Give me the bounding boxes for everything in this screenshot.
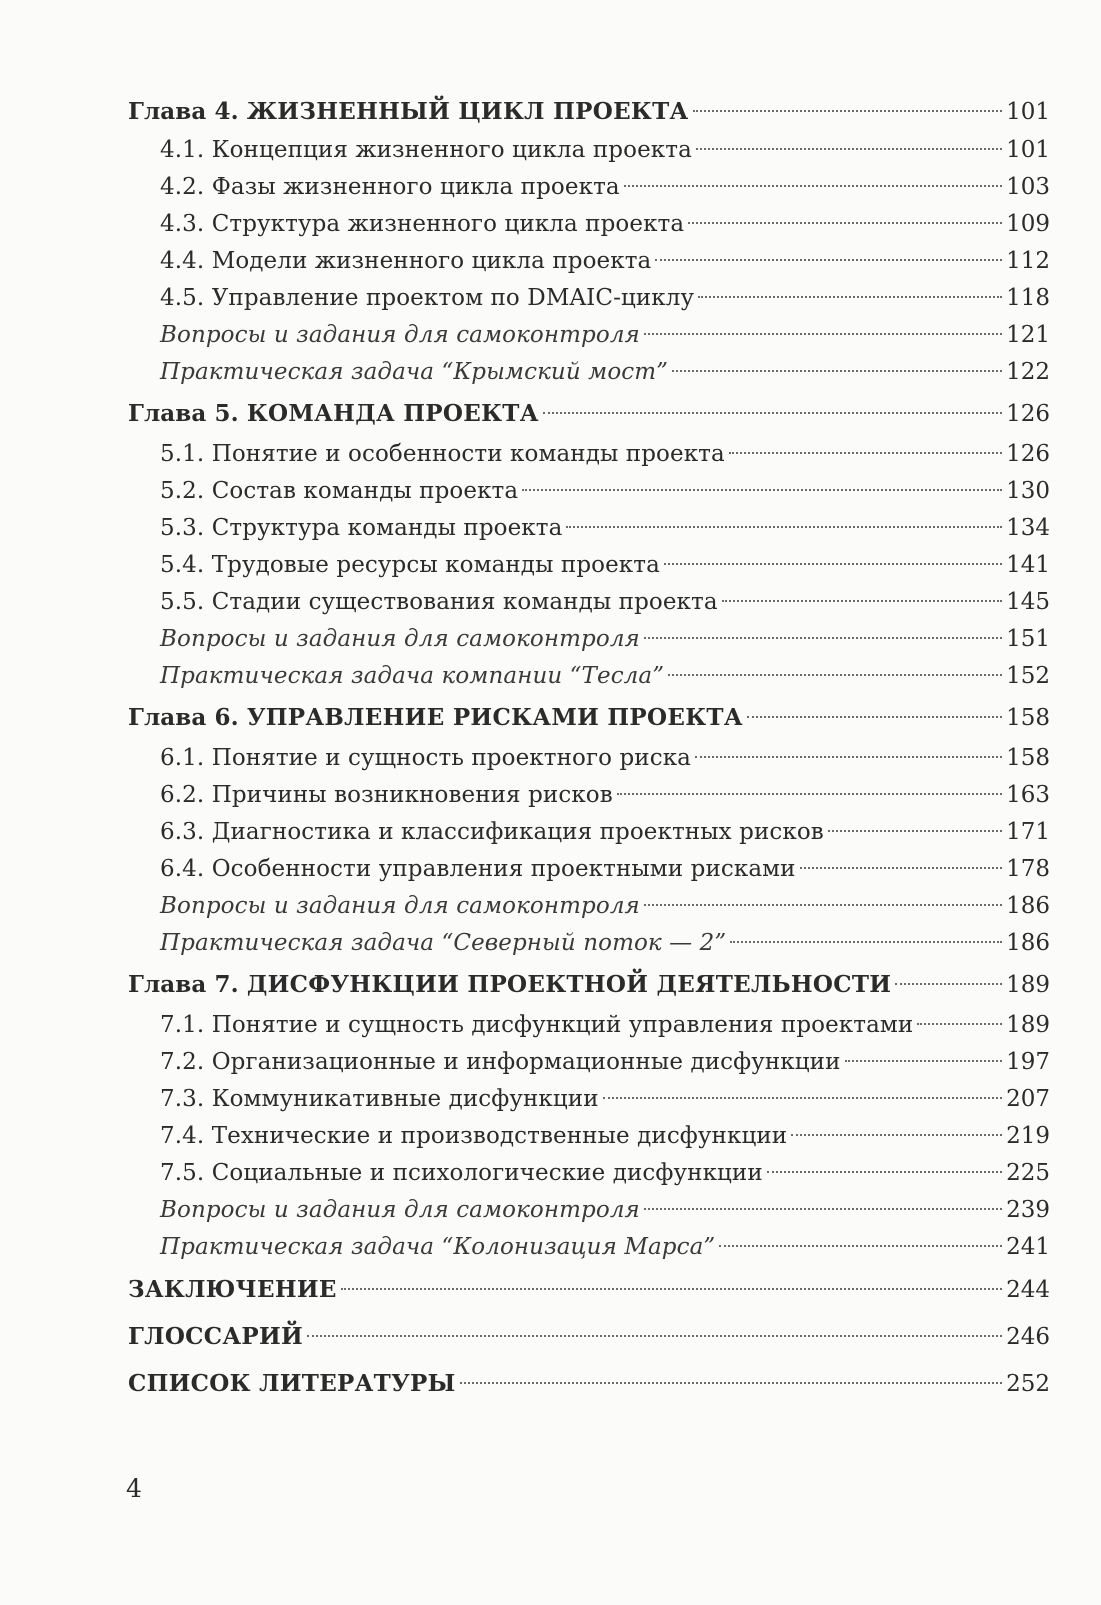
backmatter-title: ЗАКЛЮЧЕНИЕ (128, 1276, 337, 1303)
chapter-prefix: Глава 7. (128, 971, 247, 998)
chapter-name: УПРАВЛЕНИЕ РИСКАМИ ПРОЕКТА (246, 704, 743, 731)
dot-leader (800, 867, 1003, 869)
dot-leader (828, 830, 1002, 832)
toc-item-title: 5.3. Структура команды проекта (160, 515, 563, 541)
page-ref: 186 (1006, 930, 1050, 956)
page-ref: 207 (1006, 1086, 1050, 1112)
toc-item-title: 5.4. Трудовые ресурсы команды проекта (160, 552, 660, 578)
page-ref: 112 (1006, 248, 1050, 274)
dot-leader (624, 185, 1002, 187)
page-ref: 122 (1006, 359, 1050, 385)
page-ref: 101 (1006, 99, 1050, 125)
toc-item-questions (128, 317, 1050, 354)
chapter-name: КОМАНДА ПРОЕКТА (246, 400, 539, 427)
page-ref: 101 (1006, 137, 1050, 163)
chapter-title (128, 391, 539, 437)
toc-item-title: 6.4. Особенности управления проектными рисками (160, 856, 796, 882)
toc-item-title: 5.1. Понятие и особенности команды проекта (160, 441, 725, 467)
dot-leader (644, 1208, 1002, 1210)
dot-leader (767, 1171, 1002, 1173)
backmatter-title: СПИСОК ЛИТЕРАТУРЫ (128, 1370, 456, 1397)
page-ref: 145 (1006, 589, 1050, 615)
chapter-heading (128, 695, 1050, 740)
dot-leader (688, 222, 1002, 224)
toc-item (128, 1044, 1050, 1081)
toc-item-title: 7.5. Социальные и психологические дисфункции (160, 1160, 763, 1186)
page-ref: 152 (1006, 663, 1050, 689)
page-ref: 118 (1006, 285, 1050, 311)
toc-item-title: 4.3. Структура жизненного цикла проекта (160, 211, 685, 237)
dot-leader (722, 600, 1002, 602)
toc-item-title: Вопросы и задания для самоконтроля (160, 893, 640, 919)
chapter-heading (128, 92, 1050, 132)
dot-leader (698, 296, 1002, 298)
chapter-6 (128, 695, 1050, 962)
page-ref: 134 (1006, 515, 1050, 541)
page-ref: 189 (1006, 1012, 1050, 1038)
chapter-title (128, 695, 743, 741)
chapter-prefix: Глава 4. (128, 98, 247, 125)
toc-item (128, 169, 1050, 206)
page-ref: 171 (1006, 819, 1050, 845)
toc-item-title: Вопросы и задания для самоконтроля (160, 322, 640, 348)
page-ref: 126 (1006, 441, 1050, 467)
dot-leader (668, 674, 1002, 676)
toc-item-title: 5.5. Стадии существования команды проекта (160, 589, 718, 615)
toc-item-questions (128, 1192, 1050, 1229)
page-ref: 178 (1006, 856, 1050, 882)
page-ref: 130 (1006, 478, 1050, 504)
toc-item-title: 5.2. Состав команды проекта (160, 478, 519, 504)
page-ref: 163 (1006, 782, 1050, 808)
page-ref: 189 (1006, 972, 1050, 998)
toc-item (128, 851, 1050, 888)
toc-item-case (128, 1229, 1050, 1266)
chapter-5 (128, 391, 1050, 695)
toc-item-title: 4.1. Концепция жизненного цикла проекта (160, 137, 692, 163)
chapter-heading (128, 962, 1050, 1007)
page-ref: 197 (1006, 1049, 1050, 1075)
toc-item-title: 4.4. Модели жизненного цикла проекта (160, 248, 652, 274)
toc-item-title: Вопросы и задания для самоконтроля (160, 1197, 640, 1223)
toc-item (128, 206, 1050, 243)
page-ref: 225 (1006, 1160, 1050, 1186)
toc-item (128, 436, 1050, 473)
toc-item-title: Практическая задача “Колонизация Марса” (160, 1234, 716, 1260)
toc-item-case (128, 354, 1050, 391)
toc-item-case (128, 925, 1050, 962)
toc-item-title: 6.3. Диагностика и классификация проектных рисков (160, 819, 824, 845)
page-ref: 126 (1006, 401, 1050, 427)
chapter-4 (128, 92, 1050, 391)
toc-item-title: 4.2. Фазы жизненного цикла проекта (160, 174, 620, 200)
dot-leader (672, 370, 1002, 372)
dot-leader (895, 983, 1002, 985)
dot-leader (617, 793, 1002, 795)
chapter-title (128, 92, 689, 132)
dot-leader (695, 756, 1002, 758)
toc-item-title: Практическая задача “Северный поток — 2” (160, 930, 727, 956)
toc-item (128, 814, 1050, 851)
dot-leader (644, 904, 1002, 906)
toc-item (128, 1118, 1050, 1155)
toc-item-questions (128, 888, 1050, 925)
dot-leader (644, 333, 1002, 335)
dot-leader (729, 452, 1002, 454)
dot-leader (719, 1245, 1002, 1247)
page-ref: 151 (1006, 626, 1050, 652)
chapter-heading (128, 391, 1050, 436)
dot-leader (543, 412, 1002, 414)
toc-item-title: 4.5. Управление проектом по DMAIC-циклу (160, 285, 695, 311)
toc-item (128, 243, 1050, 280)
page-ref: 239 (1006, 1197, 1050, 1223)
toc-item-title: 7.4. Технические и производственные дисфункции (160, 1123, 788, 1149)
page-ref: 158 (1006, 705, 1050, 731)
toc-item (128, 740, 1050, 777)
toc-item-title: 7.2. Организационные и информационные дисфункции (160, 1049, 841, 1075)
dot-leader (693, 110, 1003, 112)
dot-leader (341, 1288, 1002, 1290)
chapter-title (128, 962, 891, 1008)
toc-item (128, 547, 1050, 584)
dot-leader (917, 1023, 1002, 1025)
page-ref: 246 (1006, 1324, 1050, 1350)
toc-item (128, 132, 1050, 169)
dot-leader (845, 1060, 1003, 1062)
dot-leader (730, 941, 1002, 943)
dot-leader (307, 1335, 1002, 1337)
dot-leader (460, 1382, 1003, 1384)
toc-item (128, 584, 1050, 621)
backmatter-title: ГЛОССАРИЙ (128, 1323, 304, 1350)
page-ref: 186 (1006, 893, 1050, 919)
chapter-7 (128, 962, 1050, 1266)
toc-item-title: 6.2. Причины возникновения рисков (160, 782, 613, 808)
backmatter-item-bibliography (128, 1360, 1050, 1407)
dot-leader (566, 526, 1002, 528)
toc-item (128, 777, 1050, 814)
chapter-prefix: Глава 6. (128, 704, 247, 731)
page-ref: 219 (1006, 1123, 1050, 1149)
toc-item (128, 1007, 1050, 1044)
toc-item-questions (128, 621, 1050, 658)
page-ref: 103 (1006, 174, 1050, 200)
dot-leader (791, 1134, 1002, 1136)
toc-item-title: 6.1. Понятие и сущность проектного риска (160, 745, 691, 771)
page-ref: 252 (1006, 1371, 1050, 1397)
backmatter-item-conclusion (128, 1266, 1050, 1313)
toc-item (128, 510, 1050, 547)
dot-leader (696, 148, 1002, 150)
page-ref: 241 (1006, 1234, 1050, 1260)
chapter-name: ЖИЗНЕННЫЙ ЦИКЛ ПРОЕКТА (246, 98, 689, 125)
dot-leader (747, 716, 1002, 718)
backmatter (128, 1266, 1050, 1407)
page-number: 4 (126, 1474, 142, 1503)
toc-item (128, 280, 1050, 317)
toc-item (128, 473, 1050, 510)
toc-item-title: Практическая задача компании “Тесла” (160, 663, 665, 689)
chapter-prefix: Глава 5. (128, 400, 247, 427)
page-ref: 121 (1006, 322, 1050, 348)
dot-leader (664, 563, 1002, 565)
table-of-contents (128, 92, 1050, 1407)
dot-leader (644, 637, 1002, 639)
toc-item (128, 1081, 1050, 1118)
toc-item-title: Практическая задача “Крымский мост” (160, 359, 669, 385)
chapter-name: ДИСФУНКЦИИ ПРОЕКТНОЙ ДЕЯТЕЛЬНОСТИ (246, 971, 892, 998)
toc-item-title: 7.1. Понятие и сущность дисфункций управления проектами (160, 1012, 914, 1038)
dot-leader (603, 1097, 1002, 1099)
toc-item-title: 7.3. Коммуникативные дисфункции (160, 1086, 599, 1112)
page-ref: 141 (1006, 552, 1050, 578)
page-ref: 244 (1006, 1277, 1050, 1303)
toc-item-title: Вопросы и задания для самоконтроля (160, 626, 640, 652)
toc-item-case (128, 658, 1050, 695)
toc-item (128, 1155, 1050, 1192)
dot-leader (522, 489, 1002, 491)
dot-leader (655, 259, 1002, 261)
page-ref: 109 (1006, 211, 1050, 237)
backmatter-item-glossary (128, 1313, 1050, 1360)
page-ref: 158 (1006, 745, 1050, 771)
